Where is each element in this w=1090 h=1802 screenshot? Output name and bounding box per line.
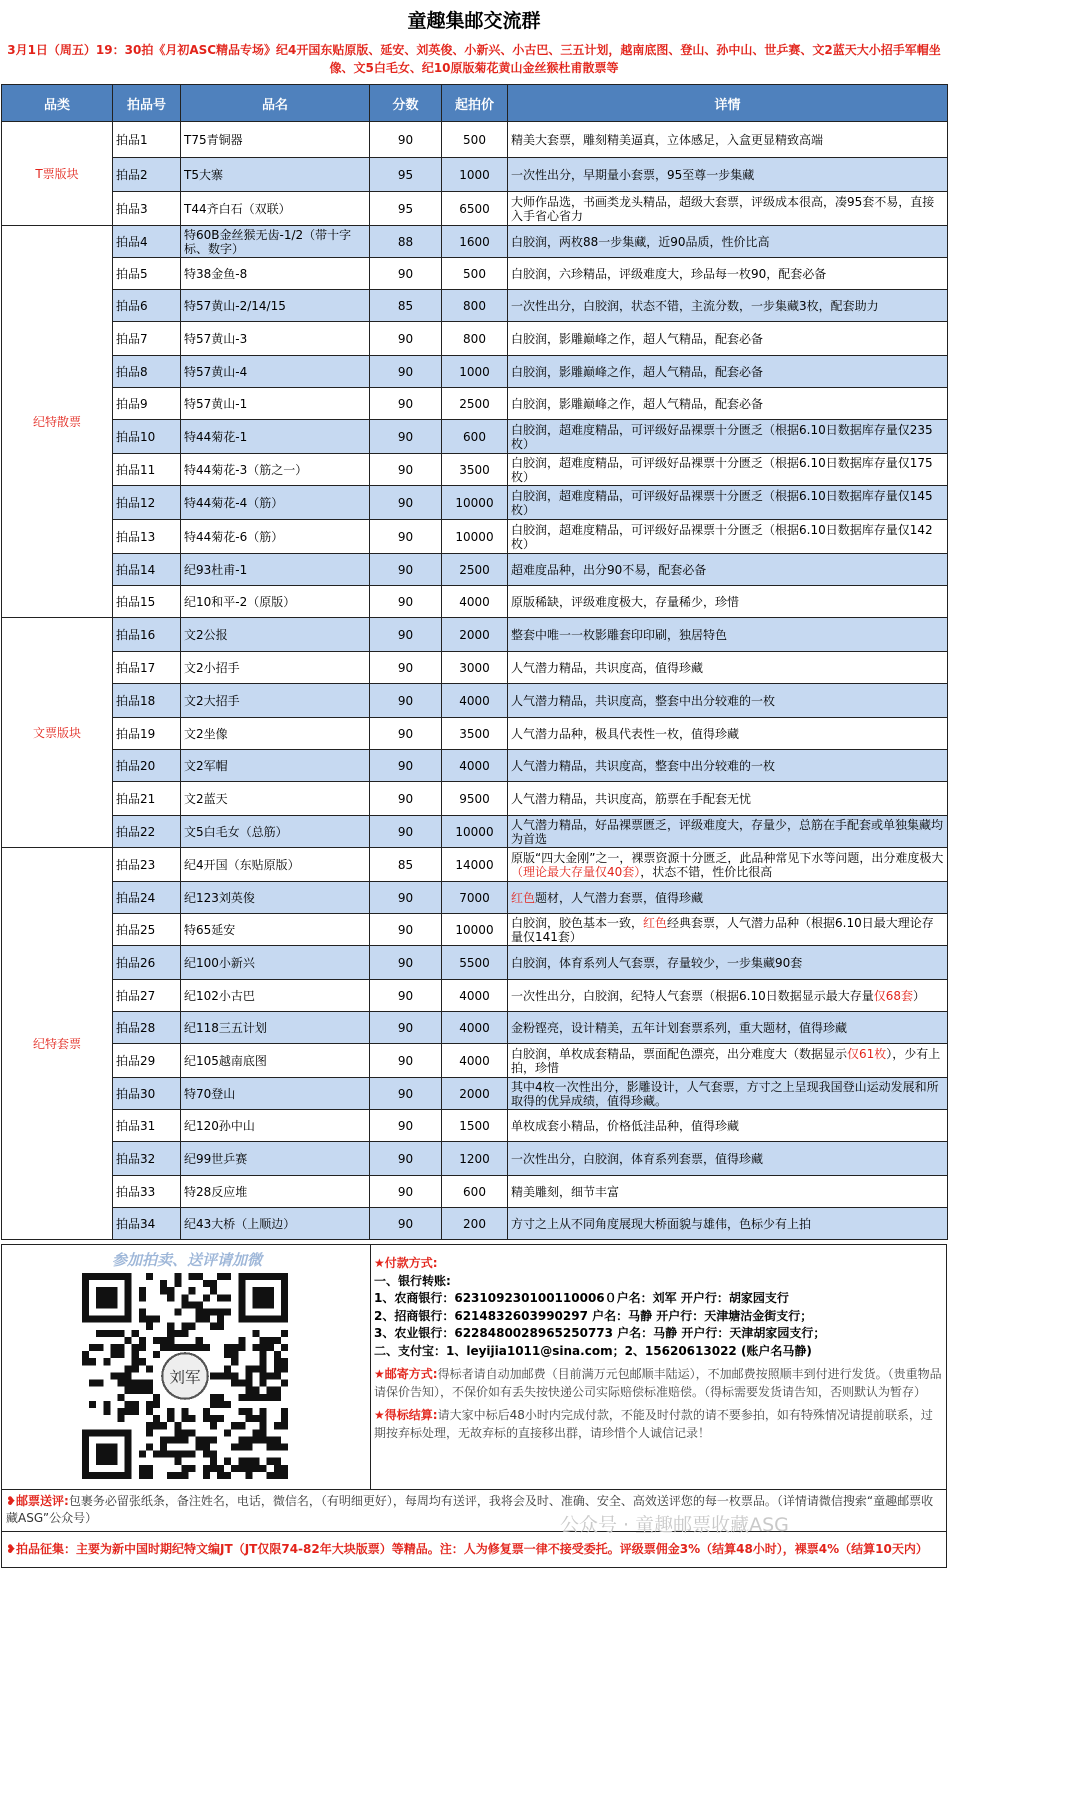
lot-row[interactable] — [2, 192, 948, 226]
lot-row[interactable] — [2, 258, 948, 290]
lot-number: 拍品14 — [113, 554, 181, 586]
lot-name: 纪105越南底图 — [181, 1044, 370, 1078]
lot-row[interactable] — [2, 1208, 948, 1240]
lot-detail: 方寸之上从不同角度展现大桥面貌与雄伟，色标少有上拍 — [508, 1208, 948, 1240]
lot-detail-text: ），少有上拍，珍惜 — [511, 1046, 941, 1075]
settle-info — [374, 1407, 944, 1442]
lot-row[interactable] — [2, 356, 948, 388]
lot-name: 纪43大桥（上顺边） — [181, 1208, 370, 1240]
lot-number: 拍品10 — [113, 420, 181, 454]
lot-score: 90 — [370, 1110, 442, 1142]
lot-row[interactable] — [2, 322, 948, 356]
lot-detail: 人气潜力精品，共识度高，筋票在手配套无忧 — [508, 782, 948, 816]
lot-start-price: 800 — [442, 290, 508, 322]
lot-row[interactable] — [2, 652, 948, 684]
lot-detail: 整套中唯一一枚影雕套印印刷，独居特色 — [508, 618, 948, 652]
lot-start-price: 10000 — [442, 914, 508, 946]
lot-name: 特65延安 — [181, 914, 370, 946]
lot-detail-text: ，状态不错，性价比很高 — [640, 864, 773, 879]
lot-score: 90 — [370, 388, 442, 420]
lot-number: 拍品23 — [113, 848, 181, 882]
lot-detail: 其中4枚一次性出分，影雕设计，人气套票，方寸之上呈现我国登山运动发展和所取得的优异成绩，值得珍藏。 — [508, 1078, 948, 1110]
lot-row[interactable] — [2, 1176, 948, 1208]
lot-number: 拍品4 — [113, 226, 181, 258]
lot-start-price: 3000 — [442, 652, 508, 684]
lot-row[interactable] — [2, 388, 948, 420]
lot-score: 90 — [370, 1142, 442, 1176]
column-header: 拍品号 — [113, 85, 181, 122]
lot-score: 90 — [370, 718, 442, 750]
lot-start-price: 14000 — [442, 848, 508, 882]
lot-row[interactable] — [2, 980, 948, 1012]
lot-score: 85 — [370, 848, 442, 882]
appraisal-text: 包裹务必留张纸条，备注姓名，电话，微信名，（有明细更好），每周均有送评，我将会及时、准确、安全、高效送评您的每一枚票品。（详情请微信搜索“童趣邮票收藏ASG”公众号） — [6, 1494, 934, 1525]
table-header-row — [2, 85, 948, 122]
lot-detail-highlight: 仅68套 — [873, 988, 914, 1003]
lot-name: T44齐白石（双联） — [181, 192, 370, 226]
alipay-line: 二、支付宝：1、leyijia1011@sina.com；2、15620613022 (账户名马静) — [374, 1343, 812, 1358]
lot-name: 文2军帽 — [181, 750, 370, 782]
lot-number: 拍品25 — [113, 914, 181, 946]
lot-detail-highlight: （理论最大存量仅40套） — [511, 864, 641, 879]
lot-number: 拍品21 — [113, 782, 181, 816]
lot-detail — [508, 980, 948, 1012]
lot-row[interactable] — [2, 1078, 948, 1110]
lot-number: 拍品17 — [113, 652, 181, 684]
lot-start-price: 4000 — [442, 980, 508, 1012]
lot-row[interactable] — [2, 554, 948, 586]
lot-row[interactable] — [2, 122, 948, 158]
lot-score: 90 — [370, 684, 442, 718]
lot-score: 90 — [370, 1044, 442, 1078]
lot-score: 90 — [370, 486, 442, 520]
lot-start-price: 10000 — [442, 520, 508, 554]
lot-number: 拍品11 — [113, 454, 181, 486]
lot-detail: 精美大套票，雕刻精美逼真，立体感足，入盒更显精致高端 — [508, 122, 948, 158]
lot-name: 文2坐像 — [181, 718, 370, 750]
lot-detail — [508, 1044, 948, 1078]
column-header: 起拍价 — [442, 85, 508, 122]
lot-score: 90 — [370, 454, 442, 486]
lot-detail-text: ） — [913, 988, 926, 1003]
lot-start-price: 5500 — [442, 946, 508, 980]
lot-start-price: 800 — [442, 322, 508, 356]
payment-heading: ★付款方式: — [374, 1256, 438, 1270]
lot-number: 拍品3 — [113, 192, 181, 226]
lot-detail: 白胶润，影雕巅峰之作，超人气精品，配套必备 — [508, 356, 948, 388]
lot-number: 拍品12 — [113, 486, 181, 520]
column-header: 品类 — [2, 85, 113, 122]
lot-name: 特44菊花-4（筋） — [181, 486, 370, 520]
lot-name: 纪100小新兴 — [181, 946, 370, 980]
lot-score: 90 — [370, 652, 442, 684]
lot-detail: 一次性出分，早期量小套票，95至尊一步集藏 — [508, 158, 948, 192]
lot-number: 拍品7 — [113, 322, 181, 356]
lot-detail: 人气潜力品种，极具代表性一枚，值得珍藏 — [508, 718, 948, 750]
lot-number: 拍品1 — [113, 122, 181, 158]
lot-row[interactable] — [2, 914, 948, 946]
lot-start-price: 10000 — [442, 816, 508, 848]
bank-line-3: 3、农业银行：6228480028965250773 户名：马静 开户行：天津胡家园支行； — [374, 1326, 826, 1340]
lot-detail: 原版稀缺，评级难度极大，存量稀少，珍惜 — [508, 586, 948, 618]
lot-number: 拍品22 — [113, 816, 181, 848]
column-header: 分数 — [370, 85, 442, 122]
lot-score: 90 — [370, 1176, 442, 1208]
lot-name: 特57黄山-3 — [181, 322, 370, 356]
lot-number: 拍品19 — [113, 718, 181, 750]
lot-score: 85 — [370, 290, 442, 322]
lot-detail: 白胶润，六珍精品，评级难度大，珍品每一枚90，配套必备 — [508, 258, 948, 290]
lot-score: 90 — [370, 520, 442, 554]
lot-number: 拍品30 — [113, 1078, 181, 1110]
column-header: 品名 — [181, 85, 370, 122]
lot-detail: 白胶润，超难度精品，可评级好品裸票十分匮乏（根据6.10日数据库存量仅235枚） — [508, 420, 948, 454]
lot-name: 纪99世乒赛 — [181, 1142, 370, 1176]
lot-detail-text: 一次性出分，白胶润，纪特人气套票（根据6.10日数据显示最大存量 — [511, 988, 874, 1003]
lot-row[interactable] — [2, 782, 948, 816]
lot-score: 90 — [370, 946, 442, 980]
lot-row[interactable] — [2, 290, 948, 322]
lot-start-price: 1200 — [442, 1142, 508, 1176]
lot-row[interactable] — [2, 454, 948, 486]
lot-score: 95 — [370, 158, 442, 192]
lot-row[interactable] — [2, 718, 948, 750]
lot-score: 90 — [370, 322, 442, 356]
lot-score: 90 — [370, 782, 442, 816]
lot-detail: 金粉铿亮，设计精美，五年计划套票系列，重大题材，值得珍藏 — [508, 1012, 948, 1044]
lot-table — [1, 84, 948, 1240]
lot-detail: 精美雕刻，细节丰富 — [508, 1176, 948, 1208]
lot-detail-text: 白胶润，胶色基本一致， — [511, 915, 644, 930]
lot-score: 90 — [370, 816, 442, 848]
lot-number: 拍品34 — [113, 1208, 181, 1240]
bank-line-2: 2、招商银行：6214832603990297 户名：马静 开户行：天津塘沽金街支行； — [374, 1308, 813, 1323]
lot-number: 拍品16 — [113, 618, 181, 652]
lot-number: 拍品13 — [113, 520, 181, 554]
lot-detail-highlight: 仅61枚 — [847, 1046, 887, 1061]
lot-number: 拍品26 — [113, 946, 181, 980]
lot-score: 90 — [370, 618, 442, 652]
category-cell: 文票版块 — [2, 618, 113, 848]
lot-detail-highlight: 红色 — [643, 915, 668, 930]
lot-name: 特38金鱼-8 — [181, 258, 370, 290]
lot-name: 特44菊花-3（筋之一） — [181, 454, 370, 486]
lot-score: 90 — [370, 1012, 442, 1044]
lot-row[interactable] — [2, 226, 948, 258]
lot-start-price: 1000 — [442, 158, 508, 192]
lot-start-price: 1500 — [442, 1110, 508, 1142]
lot-name: 文5白毛女（总筋） — [181, 816, 370, 848]
lot-name: 纪102小古巴 — [181, 980, 370, 1012]
lot-score: 90 — [370, 420, 442, 454]
lot-name: 文2大招手 — [181, 684, 370, 718]
lot-score: 90 — [370, 122, 442, 158]
lot-detail — [508, 882, 948, 914]
mail-text: 得标者请自动加邮费（目前满万元包邮顺丰陆运），不加邮费按照顺丰到付进行发货。（贵重物品请保价告知），不保价如有丢失按快递公司实际赔偿标准赔偿。（得标需要发货请告知，否则默认为暂存） — [374, 1367, 942, 1399]
settle-text: 请大家中标后48小时内完成付款，不能及时付款的请不要参拍，如有特殊情况请提前联系，过期按弃标处理，无故弃标的直接移出群，请珍惜个人诚信记录！ — [374, 1408, 933, 1440]
lot-detail: 单枚成套小精品，价格低洼品种，值得珍藏 — [508, 1110, 948, 1142]
qr-panel — [2, 1245, 371, 1489]
lot-name: 纪10和平-2（原版） — [181, 586, 370, 618]
lot-detail: 大师作品选，书画类龙头精品，超级大套票，评级成本很高，凑95套不易，直接入手省心省力 — [508, 192, 948, 226]
lot-score: 90 — [370, 1208, 442, 1240]
category-cell: T票版块 — [2, 122, 113, 226]
lot-number: 拍品33 — [113, 1176, 181, 1208]
lot-row[interactable] — [2, 520, 948, 554]
lot-name: 特57黄山-2/14/15 — [181, 290, 370, 322]
lot-start-price: 1000 — [442, 356, 508, 388]
lot-row[interactable] — [2, 158, 948, 192]
appraisal-heading: ❥邮票送评: — [6, 1494, 69, 1508]
lot-start-price: 2500 — [442, 554, 508, 586]
lot-row[interactable] — [2, 684, 948, 718]
lot-detail: 人气潜力精品，好品裸票匮乏，评级难度大，存量少，总筋在手配套或单独集藏均为首选 — [508, 816, 948, 848]
category-cell: 纪特套票 — [2, 848, 113, 1240]
lot-start-price: 9500 — [442, 782, 508, 816]
wechat-qr-code[interactable] — [82, 1273, 288, 1479]
lot-number: 拍品20 — [113, 750, 181, 782]
lot-start-price: 4000 — [442, 750, 508, 782]
lot-detail: 人气潜力精品，共识度高，整套中出分较难的一枚 — [508, 750, 948, 782]
lot-start-price: 4000 — [442, 1012, 508, 1044]
qr-heading: 参加拍卖、送评请加微 — [111, 1251, 262, 1269]
lot-row[interactable] — [2, 946, 948, 980]
lot-score: 90 — [370, 914, 442, 946]
bank-title: 一、银行转账: — [374, 1273, 451, 1288]
column-header: 详情 — [508, 85, 948, 122]
lot-start-price: 6500 — [442, 192, 508, 226]
lot-number: 拍品18 — [113, 684, 181, 718]
lot-start-price: 600 — [442, 1176, 508, 1208]
settle-heading: ★得标结算: — [374, 1408, 438, 1422]
lot-detail: 白胶润，超难度精品，可评级好品裸票十分匮乏（根据6.10日数据库存量仅145枚） — [508, 486, 948, 520]
lot-score: 90 — [370, 586, 442, 618]
lot-name: 特28反应堆 — [181, 1176, 370, 1208]
lot-score: 90 — [370, 258, 442, 290]
lot-name: 特70登山 — [181, 1078, 370, 1110]
payment-info — [374, 1255, 944, 1442]
lot-detail-text: 白胶润，单枚成套精品，票面配色漂亮，出分难度大（数据显示 — [511, 1046, 848, 1061]
lot-number: 拍品5 — [113, 258, 181, 290]
lot-name: T75青铜器 — [181, 122, 370, 158]
lot-detail: 一次性出分，白胶润，体育系列套票，值得珍藏 — [508, 1142, 948, 1176]
lot-score: 88 — [370, 226, 442, 258]
lot-row[interactable] — [2, 618, 948, 652]
lot-start-price: 500 — [442, 122, 508, 158]
lot-name: 纪4开国（东贴原版） — [181, 848, 370, 882]
lot-name: 纪120孙中山 — [181, 1110, 370, 1142]
lot-start-price: 4000 — [442, 1044, 508, 1078]
lot-name: 纪123刘英俊 — [181, 882, 370, 914]
lot-score: 90 — [370, 554, 442, 586]
lot-detail-text: 经典套票，人气潜力品种（根据6.10日最大理论存量仅141套） — [511, 915, 934, 944]
lot-start-price: 200 — [442, 1208, 508, 1240]
lot-number: 拍品2 — [113, 158, 181, 192]
lot-name: 纪118三五计划 — [181, 1012, 370, 1044]
lot-name: 特44菊花-6（筋） — [181, 520, 370, 554]
lot-start-price: 2000 — [442, 618, 508, 652]
lot-name: 文2公报 — [181, 618, 370, 652]
lot-detail: 白胶润，超难度精品，可评级好品裸票十分匮乏（根据6.10日数据库存量仅175枚） — [508, 454, 948, 486]
mail-heading: ★邮寄方式: — [374, 1367, 438, 1381]
lot-detail: 白胶润，影雕巅峰之作，超人气精品，配套必备 — [508, 388, 948, 420]
info-section — [1, 1244, 947, 1490]
consignment-info: ❥拍品征集：主要为新中国时期纪特文编JT（JT仅限74-82年大块版票）等精品。注：人为修复票一律不接受委托。评级票佣金3%（结算48小时），裸票4%（结算10天内） — [1, 1532, 947, 1568]
mail-info — [374, 1366, 944, 1401]
lot-detail-text: 题材，人气潜力套票，值得珍藏 — [535, 890, 704, 905]
lot-number: 拍品32 — [113, 1142, 181, 1176]
lot-number: 拍品8 — [113, 356, 181, 388]
lot-detail: 白胶润，超难度精品，可评级好品裸票十分匮乏（根据6.10日数据库存量仅142枚） — [508, 520, 948, 554]
lot-detail: 一次性出分，白胶润，状态不错，主流分数，一步集藏3枚，配套助力 — [508, 290, 948, 322]
lot-row[interactable] — [2, 750, 948, 782]
lot-start-price: 4000 — [442, 586, 508, 618]
lot-number: 拍品15 — [113, 586, 181, 618]
lot-detail: 白胶润，体育系列人气套票，存量较少，一步集藏90套 — [508, 946, 948, 980]
lot-number: 拍品27 — [113, 980, 181, 1012]
lot-start-price: 3500 — [442, 454, 508, 486]
lot-row[interactable] — [2, 882, 948, 914]
lot-row[interactable] — [2, 1044, 948, 1078]
lot-number: 拍品29 — [113, 1044, 181, 1078]
auction-subtitle: 3月1日（周五）19：30拍《月初ASC精品专场》纪4开国东贴原版、延安、刘英俊、小新兴、小古巴、三五计划，越南底图、登山、孙中山、世乒赛、文2蓝天大小招手军帽坐像、文5白毛女、纪10原版菊花黄山金丝猴杜甫散票等 — [7, 43, 941, 75]
category-cell: 纪特散票 — [2, 226, 113, 618]
lot-score: 90 — [370, 882, 442, 914]
lot-name: 特60B金丝猴无齿-1/2（带十字标、数字） — [181, 226, 370, 258]
lot-detail-highlight: 红色 — [511, 890, 536, 905]
lot-name: 特57黄山-1 — [181, 388, 370, 420]
lot-number: 拍品31 — [113, 1110, 181, 1142]
appraisal-info — [1, 1490, 947, 1532]
lot-row[interactable] — [2, 1142, 948, 1176]
lot-name: 文2蓝天 — [181, 782, 370, 816]
lot-name: 纪93杜甫-1 — [181, 554, 370, 586]
watermark: 公众号 · 童趣邮票收藏ASG — [560, 1514, 789, 1536]
lot-number: 拍品6 — [113, 290, 181, 322]
page-title: 童趣集邮交流群 — [407, 9, 541, 32]
lot-score: 90 — [370, 750, 442, 782]
lot-row[interactable] — [2, 816, 948, 848]
lot-row[interactable] — [2, 848, 948, 882]
bank-line-1: 1、农商银行：623109230100110006０户名：刘军 开户行：胡家园支行 — [374, 1291, 789, 1305]
lot-start-price: 1600 — [442, 226, 508, 258]
lot-score: 90 — [370, 980, 442, 1012]
lot-name: T5大寨 — [181, 158, 370, 192]
lot-detail: 人气潜力精品，共识度高，整套中出分较难的一枚 — [508, 684, 948, 718]
lot-detail-text: 原版“四大金刚”之一，裸票资源十分匮乏，此品种常见下水等问题，出分难度极大 — [511, 850, 944, 865]
lot-start-price: 3500 — [442, 718, 508, 750]
lot-start-price: 2500 — [442, 388, 508, 420]
lot-start-price: 600 — [442, 420, 508, 454]
qr-logo-text: 刘军 — [169, 1368, 201, 1387]
lot-row[interactable] — [2, 486, 948, 520]
lot-row[interactable] — [2, 420, 948, 454]
lot-detail: 人气潜力精品，共识度高，值得珍藏 — [508, 652, 948, 684]
lot-score: 90 — [370, 356, 442, 388]
lot-name: 特44菊花-1 — [181, 420, 370, 454]
lot-row[interactable] — [2, 1110, 948, 1142]
lot-number: 拍品24 — [113, 882, 181, 914]
lot-detail: 白胶润，影雕巅峰之作，超人气精品，配套必备 — [508, 322, 948, 356]
lot-detail — [508, 914, 948, 946]
lot-number: 拍品9 — [113, 388, 181, 420]
lot-row[interactable] — [2, 586, 948, 618]
lot-detail — [508, 848, 948, 882]
lot-name: 文2小招手 — [181, 652, 370, 684]
lot-name: 特57黄山-4 — [181, 356, 370, 388]
lot-detail: 白胶润，两枚88一步集藏，近90品质，性价比高 — [508, 226, 948, 258]
lot-row[interactable] — [2, 1012, 948, 1044]
lot-start-price: 2000 — [442, 1078, 508, 1110]
lot-score: 95 — [370, 192, 442, 226]
lot-start-price: 7000 — [442, 882, 508, 914]
lot-start-price: 4000 — [442, 684, 508, 718]
lot-number: 拍品28 — [113, 1012, 181, 1044]
lot-score: 90 — [370, 1078, 442, 1110]
lot-detail: 超难度品种，出分90不易，配套必备 — [508, 554, 948, 586]
lot-start-price: 10000 — [442, 486, 508, 520]
lot-start-price: 500 — [442, 258, 508, 290]
